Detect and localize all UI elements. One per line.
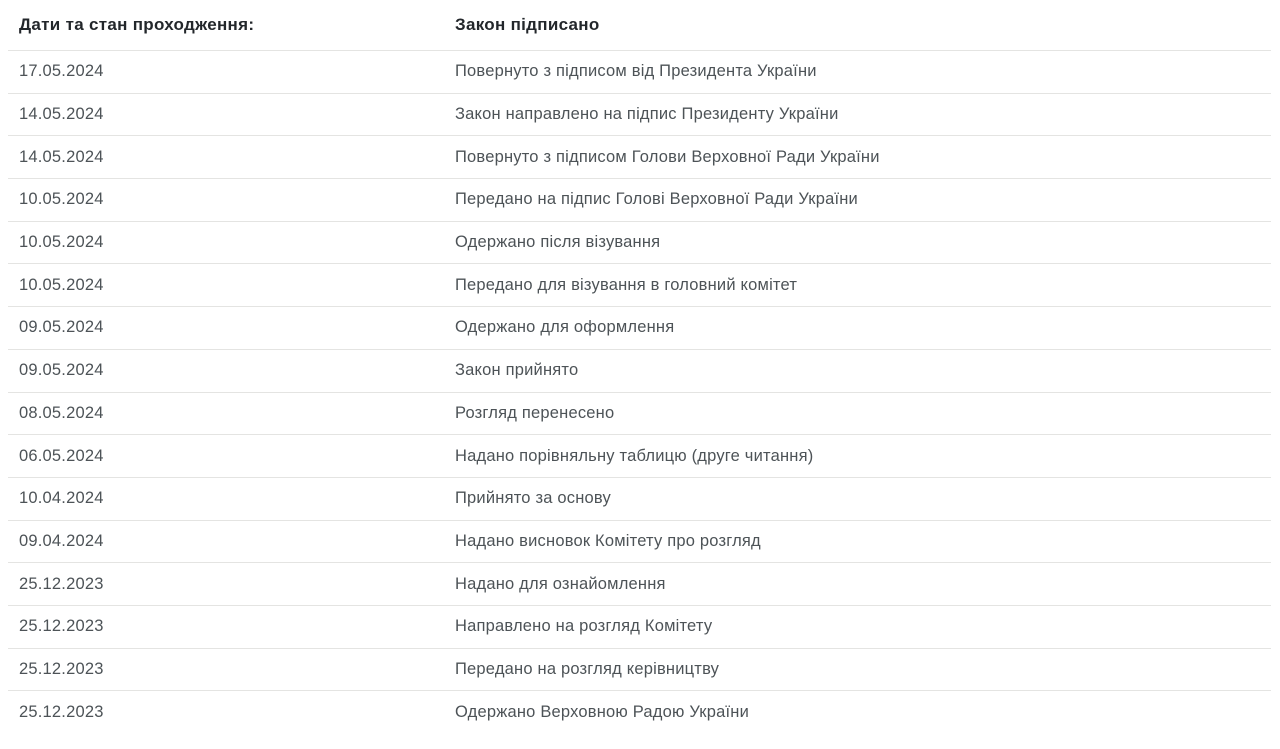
row-date: 09.05.2024 xyxy=(19,361,104,380)
row-status: Надано порівняльну таблицю (друге читання) xyxy=(455,446,814,465)
row-date: 10.05.2024 xyxy=(19,275,104,294)
table-row xyxy=(8,563,1271,606)
row-status: Закон направлено на підпис Президенту України xyxy=(455,105,839,124)
row-status: Надано для ознайомлення xyxy=(455,574,666,593)
table-row xyxy=(8,94,1271,137)
table-row xyxy=(8,179,1271,222)
table-body xyxy=(8,51,1271,734)
row-status: Одержано після візування xyxy=(455,233,661,252)
table-row xyxy=(8,691,1271,734)
row-status: Передано на підпис Голові Верховної Ради України xyxy=(455,190,858,209)
table-row xyxy=(8,51,1271,94)
table-row xyxy=(8,307,1271,350)
table-row xyxy=(8,521,1271,564)
table-row xyxy=(8,478,1271,521)
row-status: Одержано для оформлення xyxy=(455,318,675,337)
row-date: 10.04.2024 xyxy=(19,489,104,508)
row-status: Розгляд перенесено xyxy=(455,403,615,422)
table-row xyxy=(8,136,1271,179)
row-status: Прийнято за основу xyxy=(455,489,611,508)
date-column-header: Дати та стан проходження: xyxy=(19,15,255,34)
row-date: 06.05.2024 xyxy=(19,446,104,465)
row-status: Направлено на розгляд Комітету xyxy=(455,617,713,636)
law-passage-status-table xyxy=(8,0,1271,734)
table-row xyxy=(8,222,1271,265)
row-date: 09.05.2024 xyxy=(19,318,104,337)
row-date: 08.05.2024 xyxy=(19,403,104,422)
row-date: 25.12.2023 xyxy=(19,574,104,593)
row-status: Передано на розгляд керівництву xyxy=(455,659,720,678)
row-status: Надано висновок Комітету про розгляд xyxy=(455,531,761,550)
row-date: 10.05.2024 xyxy=(19,233,104,252)
row-status: Повернуто з підписом Голови Верховної Ради України xyxy=(455,147,880,166)
row-date: 25.12.2023 xyxy=(19,617,104,636)
row-date: 17.05.2024 xyxy=(19,62,104,81)
row-date: 14.05.2024 xyxy=(19,105,104,124)
row-status: Повернуто з підписом від Президента України xyxy=(455,62,817,81)
row-date: 14.05.2024 xyxy=(19,147,104,166)
table-row xyxy=(8,264,1271,307)
table-row xyxy=(8,393,1271,436)
row-date: 25.12.2023 xyxy=(19,703,104,722)
row-status: Одержано Верховною Радою України xyxy=(455,703,749,722)
row-status: Закон прийнято xyxy=(455,361,579,380)
table-header-row xyxy=(8,0,1271,51)
row-date: 09.04.2024 xyxy=(19,531,104,550)
table-row xyxy=(8,649,1271,692)
table-row xyxy=(8,606,1271,649)
row-status: Передано для візування в головний комітет xyxy=(455,275,798,294)
table-row xyxy=(8,350,1271,393)
table-row xyxy=(8,435,1271,478)
row-date: 10.05.2024 xyxy=(19,190,104,209)
status-column-header: Закон підписано xyxy=(455,15,600,34)
row-date: 25.12.2023 xyxy=(19,659,104,678)
